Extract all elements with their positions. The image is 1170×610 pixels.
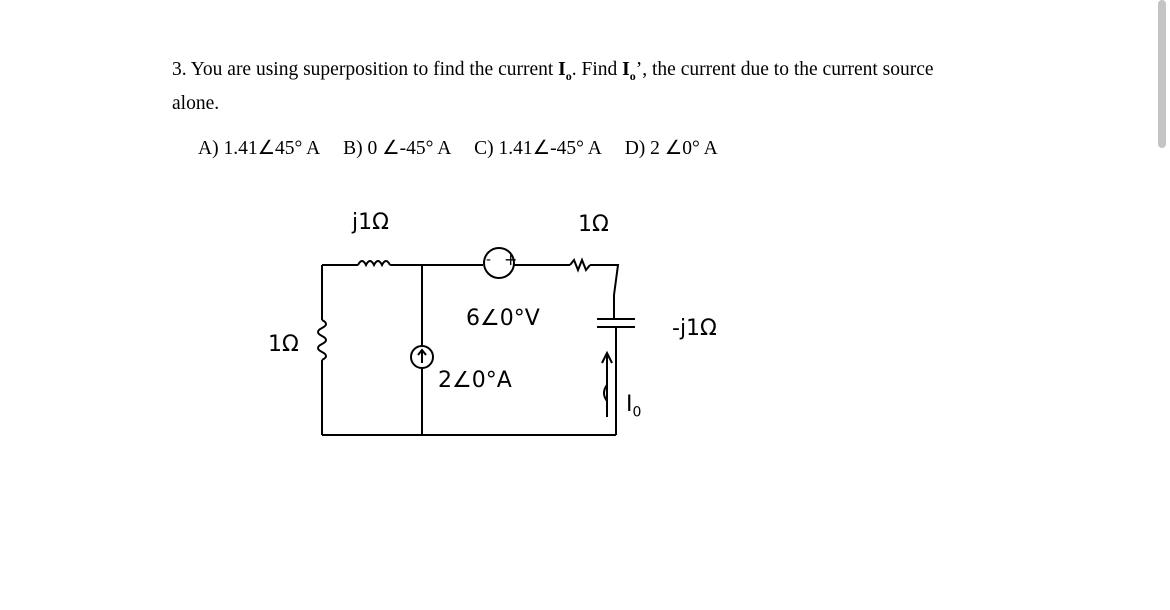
- inductor-label: j1Ω: [352, 210, 389, 235]
- scrollbar-track[interactable]: [1156, 0, 1170, 610]
- question-text-part3: ’, the current due to the current source alone.: [172, 59, 934, 114]
- choice-a: A) 1.41∠45° A: [198, 138, 321, 159]
- choice-b: B) 0 ∠-45° A: [343, 138, 452, 159]
- top-wire-end: [590, 265, 618, 295]
- top-resistor-label: 1Ω: [578, 212, 609, 237]
- io-label: $I_0$: [626, 392, 642, 421]
- question-text-part2: . Find: [571, 59, 623, 80]
- current-io: $I_o$: [558, 59, 572, 83]
- choice-c: C) 1.41∠-45° A: [474, 138, 602, 159]
- choice-d: D) 2 ∠0° A: [624, 138, 718, 159]
- left-resistor: [318, 320, 326, 360]
- current-io-prime: $I_o$: [622, 59, 636, 83]
- question-number: 3.: [172, 59, 187, 80]
- vs-plus-label: +: [504, 250, 518, 269]
- current-source-arrow: [418, 350, 426, 363]
- question-text-part1: You are using superposition to find the current: [190, 59, 559, 80]
- vs-minus-label: -: [486, 252, 492, 268]
- current-source-label: 2∠0°A: [438, 368, 512, 393]
- inductor: [358, 261, 390, 265]
- scrollbar-thumb[interactable]: [1158, 0, 1166, 148]
- capacitor-label: -j1Ω: [672, 316, 717, 341]
- voltage-source-label: 6∠0°V: [466, 306, 540, 331]
- answer-choices: [198, 136, 736, 160]
- top-resistor: [570, 260, 590, 270]
- question-text: [172, 56, 972, 117]
- left-resistor-label: 1Ω: [268, 332, 299, 357]
